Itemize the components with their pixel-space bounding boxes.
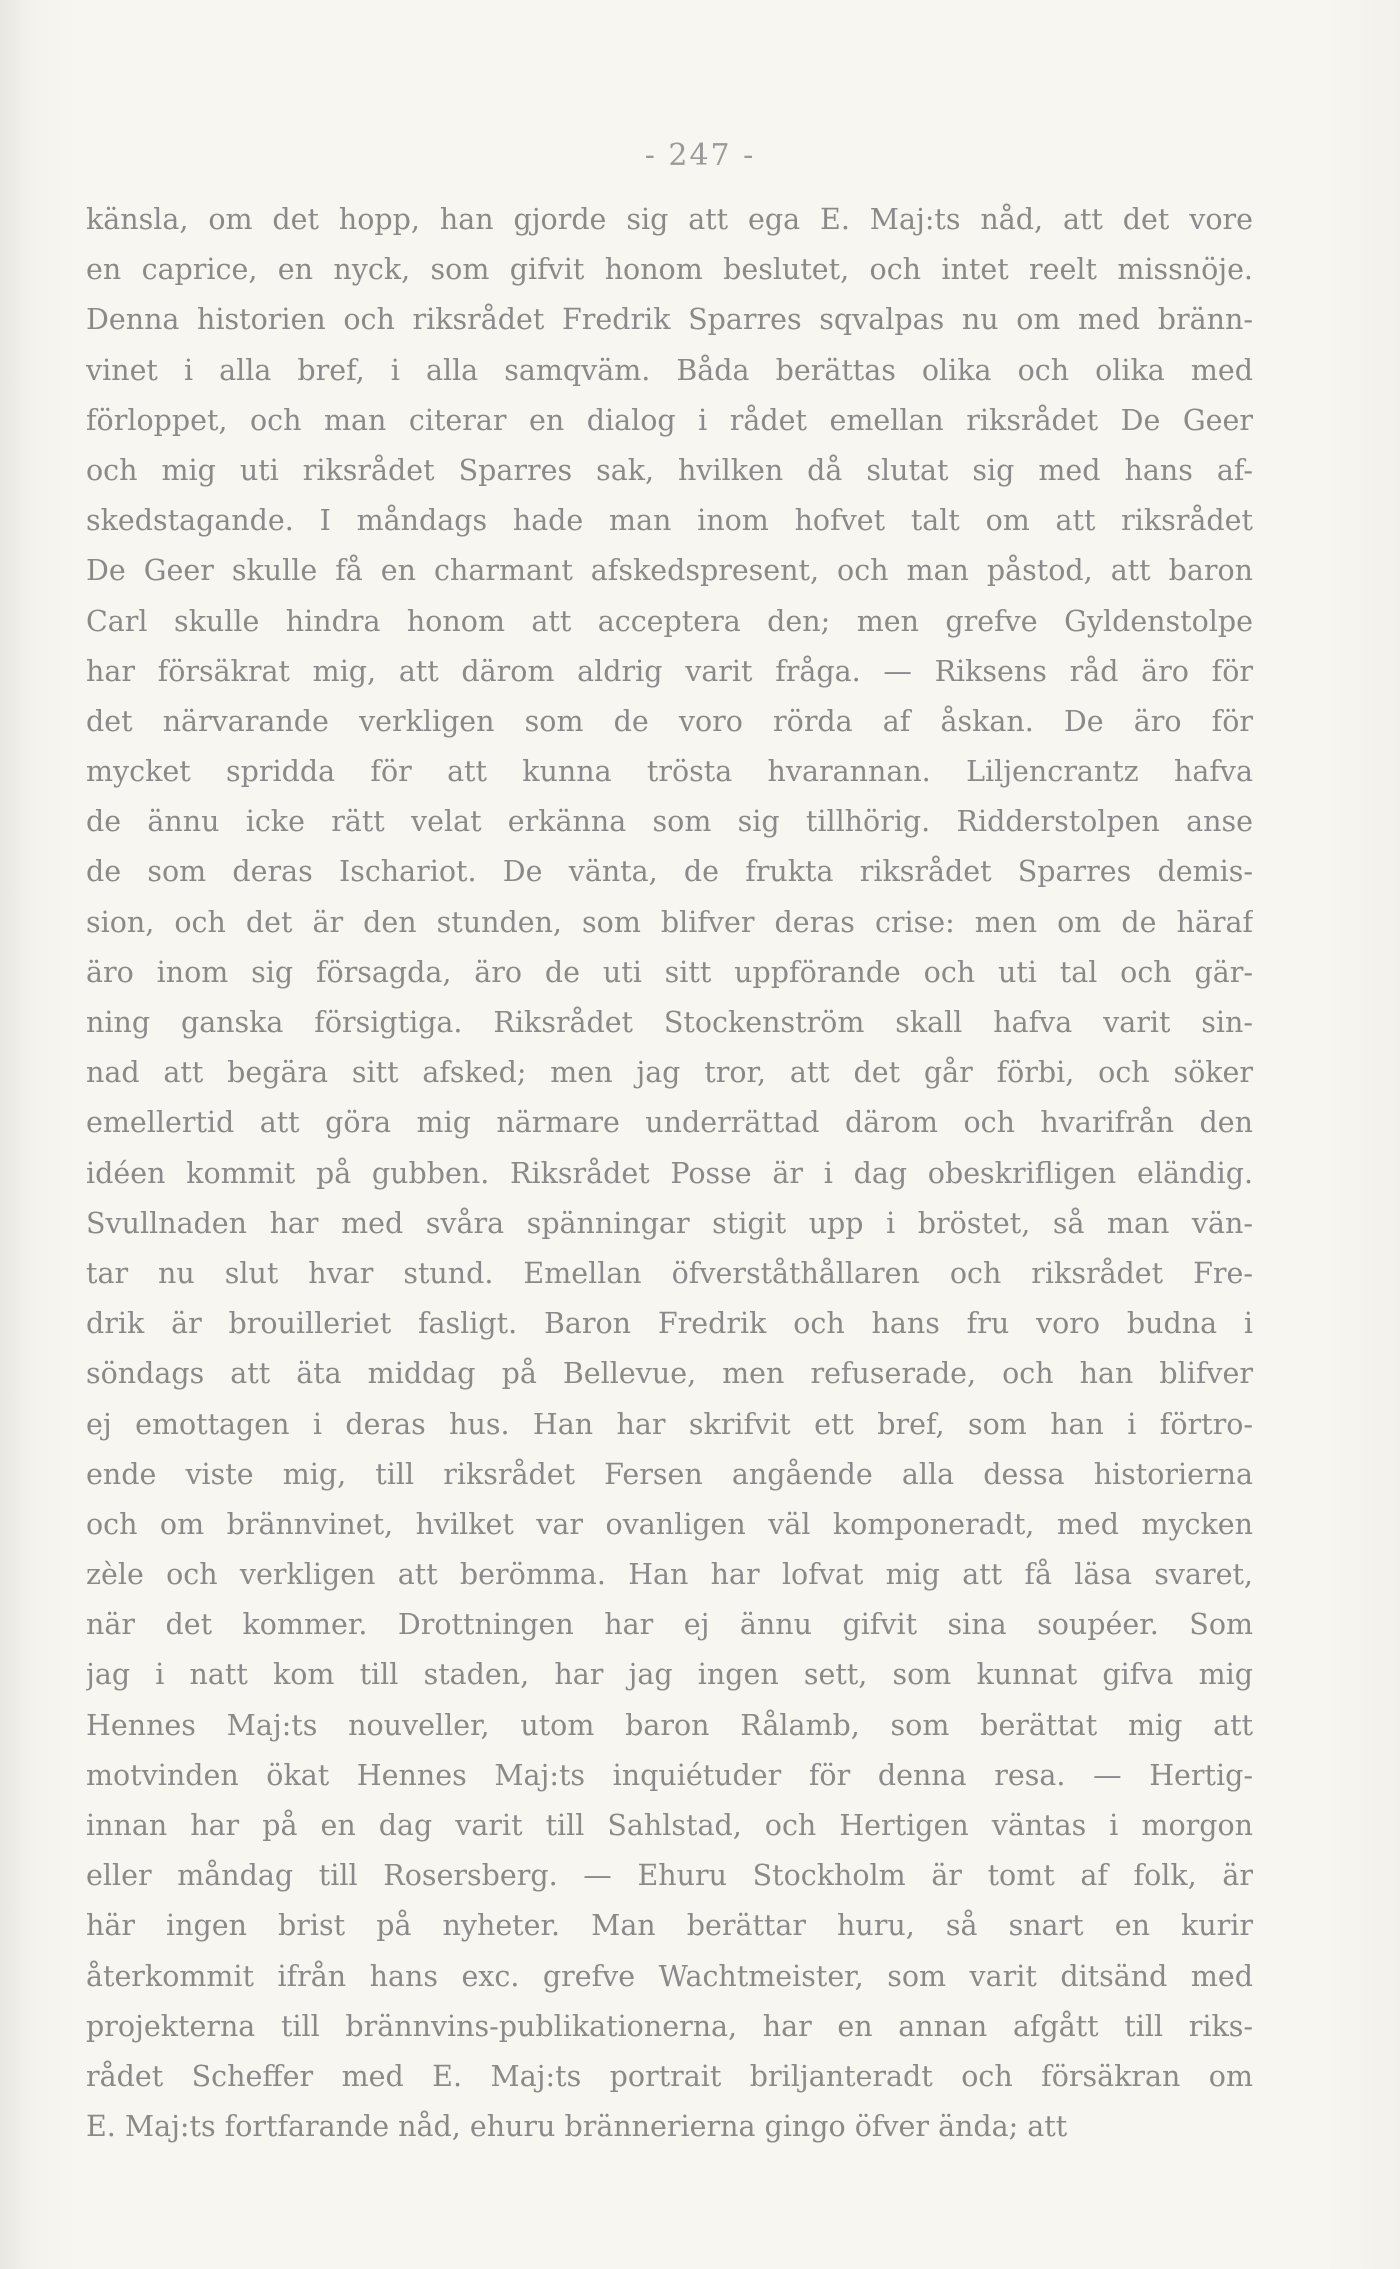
text-line: jag i natt kom till staden, har jag ingen sett, som kunnat gifva mig bbox=[86, 1658, 1253, 1692]
text-line: drik är brouilleriet fasligt. Baron Fredrik och hans fru voro budna i bbox=[86, 1307, 1253, 1341]
text-line: Hennes Maj:ts nouveller, utom baron Rålamb, som berättat mig att bbox=[86, 1708, 1253, 1742]
text-line: känsla, om det hopp, han gjorde sig att ega E. Maj:ts nåd, att det vore bbox=[86, 203, 1253, 236]
text-line: och mig uti riksrådet Sparres sak, hvilken då slutat sig med hans af- bbox=[86, 453, 1253, 487]
text-line: här ingen brist på nyheter. Man berättar huru, så snart en kurir bbox=[86, 1909, 1253, 1943]
text-line: motvinden ökat Hennes Maj:ts inquiétuder för denna resa. — Hertig- bbox=[86, 1758, 1253, 1792]
text-line: De Geer skulle få en charmant afskedspresent, och man påstod, att baron bbox=[86, 554, 1253, 588]
text-line: ej emottagen i deras hus. Han har skrifvit ett bref, som han i förtro- bbox=[86, 1407, 1253, 1441]
text-line: ende viste mig, till riksrådet Fersen angående alla dessa historierna bbox=[86, 1457, 1253, 1491]
text-line: de ännu icke rätt velat erkänna som sig tillhörig. Ridderstolpen anse bbox=[86, 805, 1253, 839]
body-text bbox=[86, 195, 1253, 2152]
text-line: det närvarande verkligen som de voro rörda af åskan. De äro för bbox=[86, 704, 1253, 738]
page-number: - 247 - bbox=[644, 138, 756, 173]
text-line: återkommit ifrån hans exc. grefve Wachtmeister, som varit ditsänd med bbox=[86, 1959, 1253, 1993]
text-line: emellertid att göra mig närmare underrättad därom och hvarifrån den bbox=[86, 1106, 1253, 1140]
text-line: Denna historien och riksrådet Fredrik Sparres sqvalpas nu om med bränn- bbox=[86, 303, 1253, 337]
text-line: och om brännvinet, hvilket var ovanligen väl komponeradt, med mycken bbox=[86, 1507, 1253, 1541]
text-line: rådet Scheffer med E. Maj:ts portrait briljanteradt och försäkran om bbox=[86, 2059, 1253, 2093]
text-line: E. Maj:ts fortfarande nåd, ehuru brännerierna gingo öfver ända; att bbox=[86, 2110, 1068, 2144]
text-line: när det kommer. Drottningen har ej ännu gifvit sina soupéer. Som bbox=[86, 1608, 1253, 1642]
text-line: söndags att äta middag på Bellevue, men refuserade, och han blifver bbox=[86, 1357, 1253, 1391]
text-line: Svullnaden har med svåra spänningar stigit upp i bröstet, så man vän- bbox=[86, 1206, 1253, 1240]
text-line: vinet i alla bref, i alla samqväm. Båda berättas olika och olika med bbox=[86, 353, 1253, 387]
text-line: projekterna till brännvins-publikationerna, har en annan afgått till riks- bbox=[86, 2009, 1253, 2043]
text-line: de som deras Ischariot. De vänta, de frukta riksrådet Sparres demis- bbox=[86, 855, 1253, 889]
text-line: mycket spridda för att kunna trösta hvarannan. Liljencrantz hafva bbox=[86, 755, 1253, 789]
text-line: Carl skulle hindra honom att acceptera den; men grefve Gyldenstolpe bbox=[86, 604, 1253, 638]
text-line: nad att begära sitt afsked; men jag tror, att det går förbi, och söker bbox=[86, 1056, 1253, 1090]
text-line: idéen kommit på gubben. Riksrådet Posse är i dag obeskrifligen eländig. bbox=[86, 1156, 1253, 1190]
text-line: sion, och det är den stunden, som blifver deras crise: men om de häraf bbox=[86, 905, 1253, 939]
text-line: äro inom sig försagda, äro de uti sitt uppförande och uti tal och gär- bbox=[86, 955, 1253, 989]
text-line: innan har på en dag varit till Sahlstad, och Hertigen väntas i morgon bbox=[86, 1809, 1253, 1842]
text-line: har försäkrat mig, att därom aldrig varit fråga. — Riksens råd äro för bbox=[86, 654, 1253, 688]
text-line: eller måndag till Rosersberg. — Ehuru Stockholm är tomt af folk, är bbox=[86, 1859, 1253, 1893]
text-line: ning ganska försigtiga. Riksrådet Stockenström skall hafva varit sin- bbox=[86, 1006, 1253, 1039]
text-line: en caprice, en nyck, som gifvit honom beslutet, och intet reelt missnöje. bbox=[86, 253, 1253, 287]
text-line: förloppet, och man citerar en dialog i rådet emellan riksrådet De Geer bbox=[86, 403, 1253, 437]
text-line: zèle och verkligen att berömma. Han har lofvat mig att få läsa svaret, bbox=[86, 1558, 1253, 1592]
text-line: skedstagande. I måndags hade man inom hofvet talt om att riksrådet bbox=[86, 504, 1253, 538]
text-line: tar nu slut hvar stund. Emellan öfverståthållaren och riksrådet Fre- bbox=[86, 1256, 1253, 1290]
